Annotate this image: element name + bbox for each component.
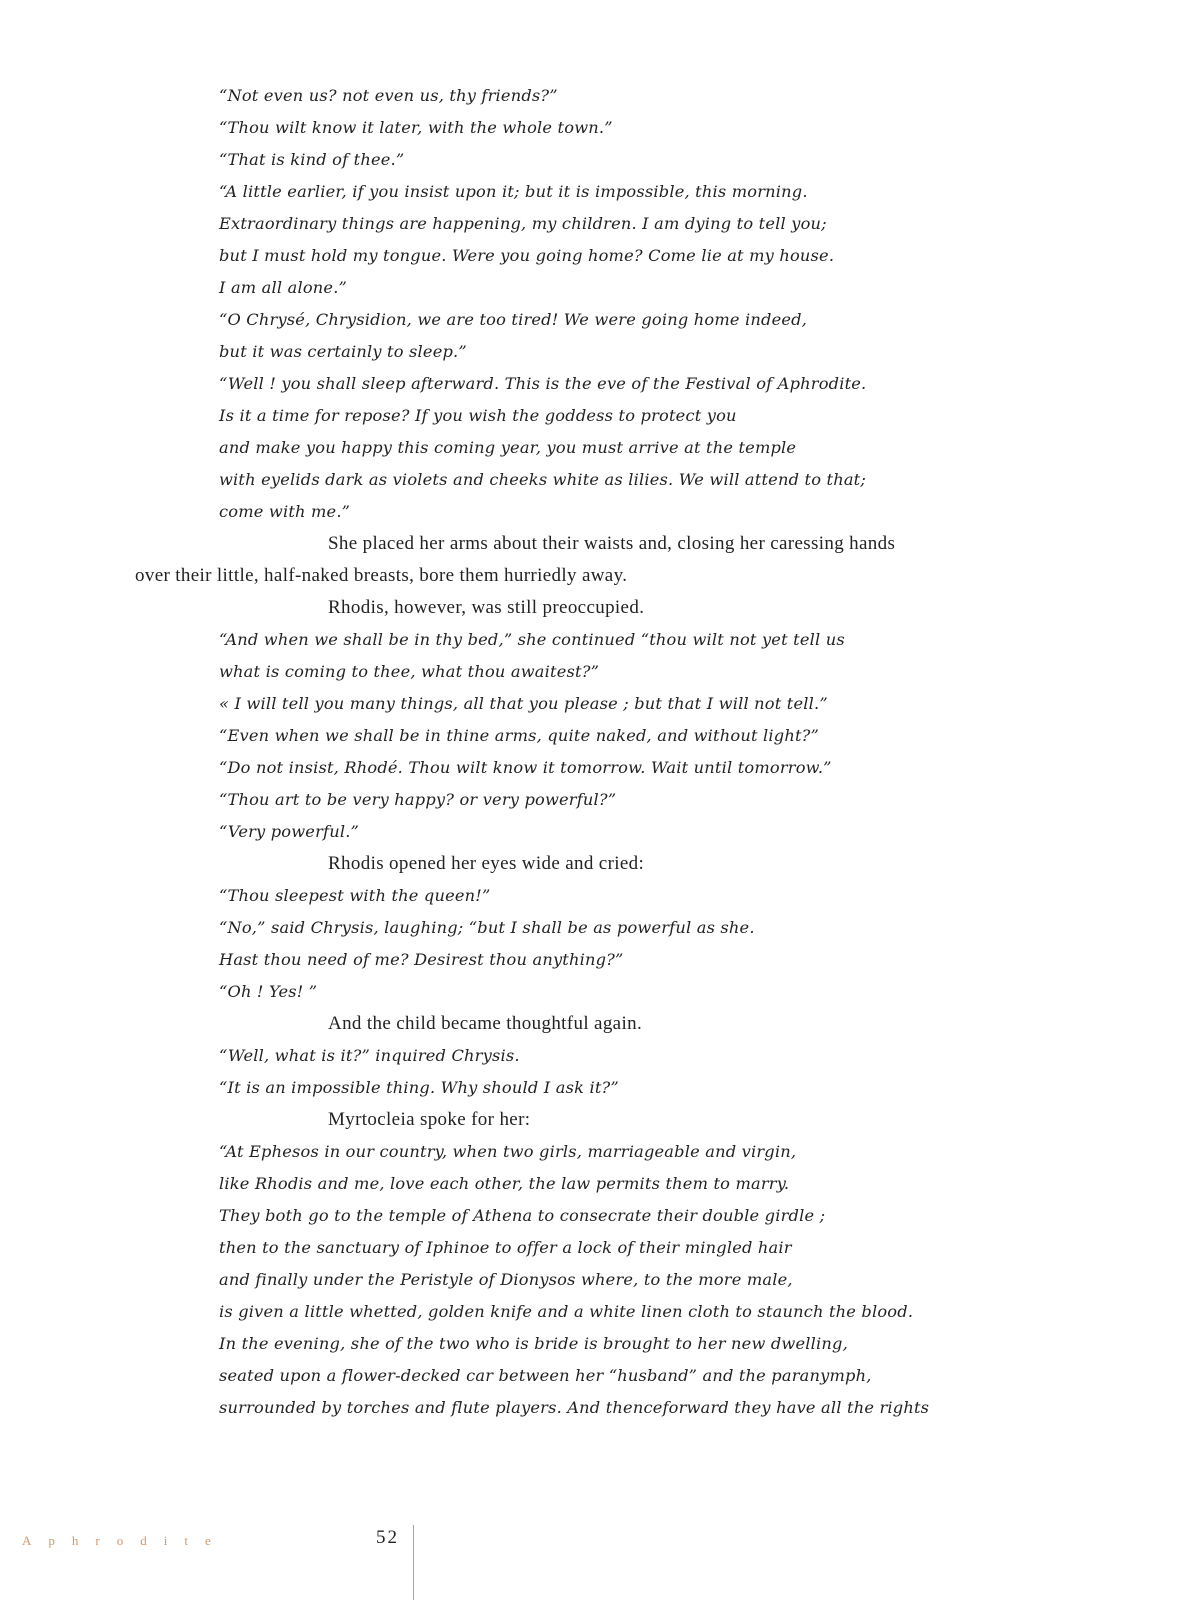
running-title: Aphrodite <box>22 1533 228 1548</box>
dialogue-line: “Oh ! Yes! ” <box>219 982 318 1001</box>
narrative-line: Rhodis opened her eyes wide and cried: <box>328 853 645 874</box>
dialogue-line: then to the sanctuary of Iphinoe to offer a lock of their mingled hair <box>219 1238 792 1257</box>
dialogue-line: surrounded by torches and flute players. And thenceforward they have all the rights <box>219 1398 930 1417</box>
narrative-line: Myrtocleia spoke for her: <box>328 1109 531 1130</box>
dialogue-line: “O Chrysé, Chrysidion, we are too tired! We were going home indeed, <box>219 310 808 329</box>
footer-rule <box>413 1525 414 1600</box>
dialogue-line: “Not even us? not even us, thy friends?” <box>219 86 558 105</box>
dialogue-line: is given a little whetted, golden knife and a white linen cloth to staunch the blood. <box>219 1302 914 1321</box>
dialogue-line: In the evening, she of the two who is bride is brought to her new dwelling, <box>219 1334 848 1353</box>
dialogue-line: « I will tell you many things, all that you please ; but that I will not tell.” <box>219 694 828 713</box>
dialogue-line: “Do not insist, Rhodé. Thou wilt know it tomorrow. Wait until tomorrow.” <box>219 758 832 777</box>
dialogue-line: come with me.” <box>219 502 351 521</box>
page-number: 52 <box>376 1527 399 1548</box>
narrative-line: over their little, half-naked breasts, bore them hurriedly away. <box>135 565 628 586</box>
dialogue-line: Is it a time for repose? If you wish the goddess to protect you <box>219 406 737 425</box>
dialogue-line: “That is kind of thee.” <box>219 150 405 169</box>
dialogue-line: what is coming to thee, what thou awaitest?” <box>219 662 600 681</box>
dialogue-line: “At Ephesos in our country, when two girls, marriageable and virgin, <box>219 1142 797 1161</box>
dialogue-line: Hast thou need of me? Desirest thou anything?” <box>219 950 624 969</box>
dialogue-line: “Well, what is it?” inquired Chrysis. <box>219 1046 520 1065</box>
dialogue-line: “Even when we shall be in thine arms, quite naked, and without light?” <box>219 726 819 745</box>
dialogue-line: They both go to the temple of Athena to consecrate their double girdle ; <box>219 1206 826 1225</box>
dialogue-line: like Rhodis and me, love each other, the law permits them to marry. <box>219 1174 790 1193</box>
dialogue-line: “And when we shall be in thy bed,” she continued “thou wilt not yet tell us <box>219 630 845 649</box>
dialogue-line: “Very powerful.” <box>219 822 360 841</box>
dialogue-line: I am all alone.” <box>219 278 348 297</box>
dialogue-line: Extraordinary things are happening, my children. I am dying to tell you; <box>219 214 827 233</box>
dialogue-line: seated upon a flower-decked car between her “husband” and the paranymph, <box>219 1366 872 1385</box>
dialogue-line: “Thou sleepest with the queen!” <box>219 886 491 905</box>
narrative-line: Rhodis, however, was still preoccupied. <box>328 597 645 618</box>
dialogue-line: “A little earlier, if you insist upon it; but it is impossible, this morning. <box>219 182 808 201</box>
dialogue-line: with eyelids dark as violets and cheeks white as lilies. We will attend to that; <box>219 470 867 489</box>
dialogue-line: “No,” said Chrysis, laughing; “but I shall be as powerful as she. <box>219 918 755 937</box>
narrative-line: And the child became thoughtful again. <box>328 1013 643 1034</box>
dialogue-line: “Well ! you shall sleep afterward. This is the eve of the Festival of Aphrodite. <box>219 374 867 393</box>
dialogue-line: but it was certainly to sleep.” <box>219 342 467 361</box>
dialogue-line: and finally under the Peristyle of Dionysos where, to the more male, <box>219 1270 793 1289</box>
narrative-line: She placed her arms about their waists and, closing her caressing hands <box>328 533 896 554</box>
dialogue-line: “Thou wilt know it later, with the whole town.” <box>219 118 613 137</box>
dialogue-line: but I must hold my tongue. Were you going home? Come lie at my house. <box>219 246 835 265</box>
dialogue-line: “Thou art to be very happy? or very powerful?” <box>219 790 617 809</box>
dialogue-line: “It is an impossible thing. Why should I ask it?” <box>219 1078 619 1097</box>
dialogue-line: and make you happy this coming year, you must arrive at the temple <box>219 438 797 457</box>
